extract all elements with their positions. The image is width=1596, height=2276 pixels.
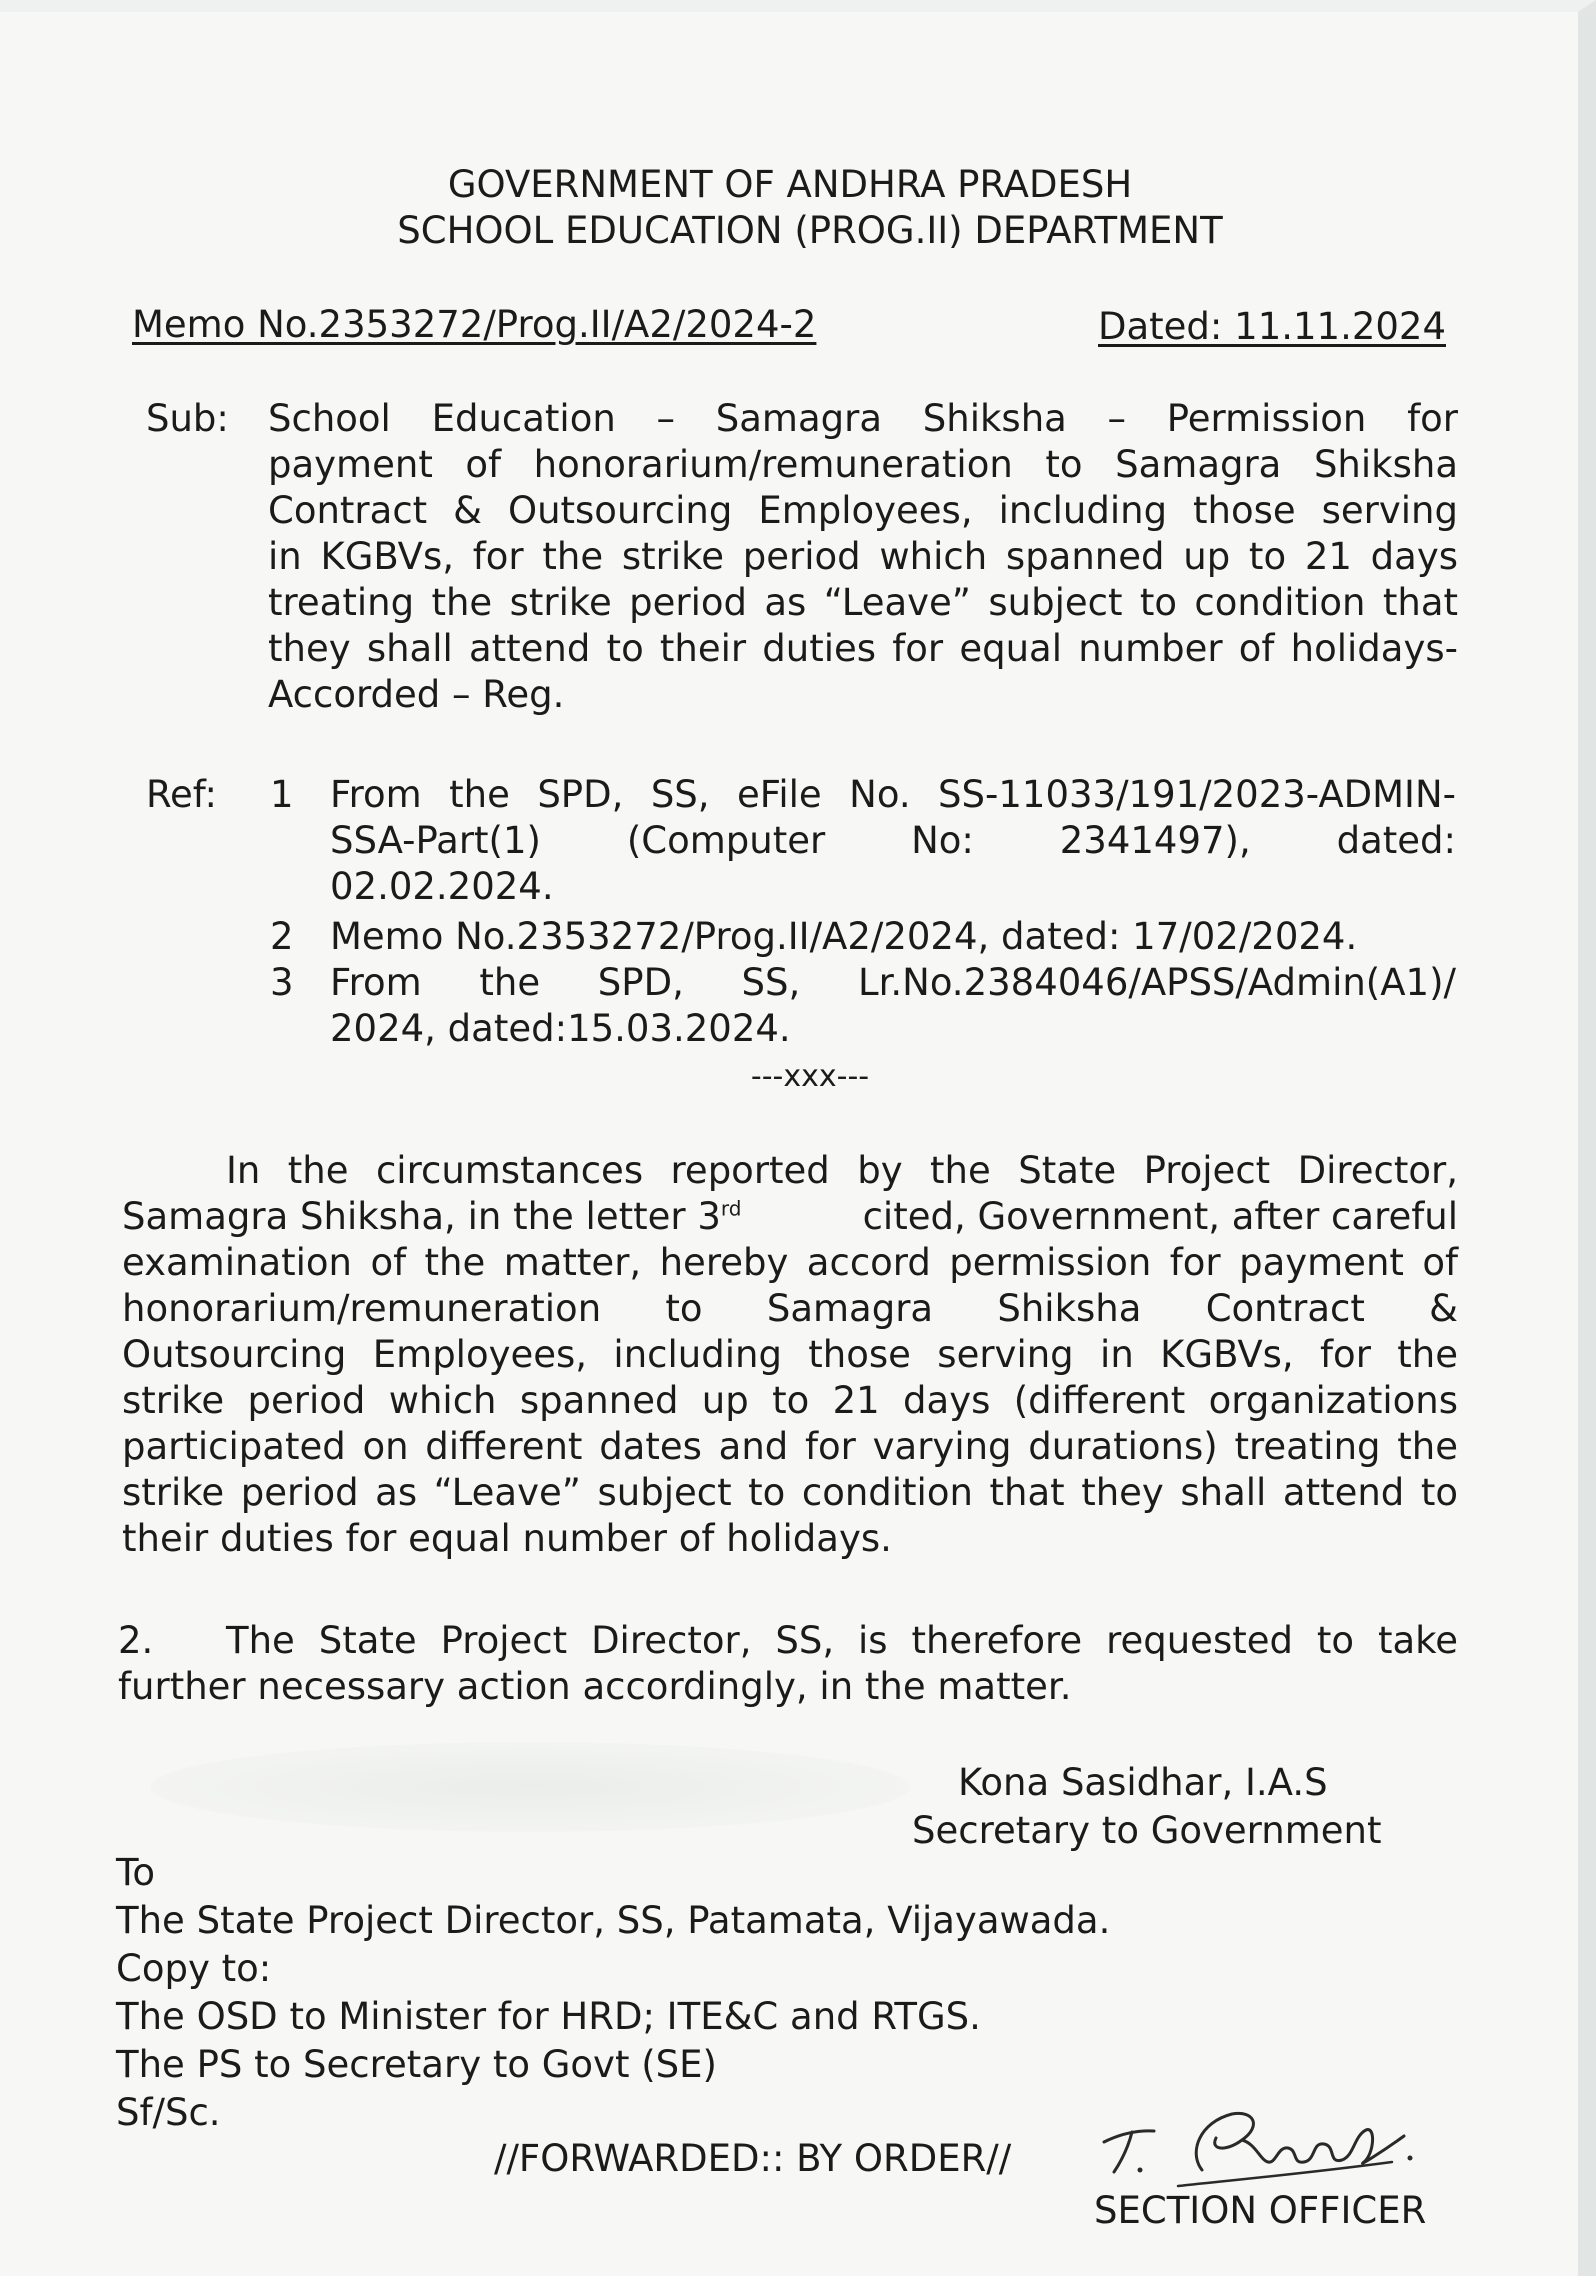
copy-recipient: Sf/Sc. <box>116 2091 221 2134</box>
subject-line: payment of honorarium/remuneration to Samagra Shiksha <box>268 443 1458 486</box>
department-subheading: SCHOOL EDUCATION (PROG.II) DEPARTMENT <box>397 209 1223 252</box>
reference-line: 2024, dated:15.03.2024. <box>330 1007 791 1050</box>
section-officer: SECTION OFFICER <box>1094 2189 1427 2232</box>
reference-number: 2 <box>270 915 294 958</box>
paragraph-number: 2. <box>118 1619 154 1662</box>
reference-number: 1 <box>270 773 294 816</box>
blurred-area <box>150 1742 910 1832</box>
body-paragraph-line <box>122 1194 1458 1240</box>
copy-recipient: The OSD to Minister for HRD; ITE&C and RTGS. <box>116 1995 981 2038</box>
ordinal-suffix: rd <box>720 1196 742 1221</box>
subject-line: treating the strike period as “Leave” subject to condition that <box>268 581 1458 624</box>
body-paragraph-line: honorarium/remuneration to Samagra Shiksha Contract & <box>122 1287 1458 1330</box>
memo-number: Memo No.2353272/Prog.II/A2/2024-2 <box>132 303 817 346</box>
reference-line: From the SPD, SS, eFile No. SS-11033/191/2023-ADMIN- <box>330 773 1456 816</box>
subject-line: Contract & Outsourcing Employees, including those serving <box>268 489 1458 532</box>
reference-line: From the SPD, SS, Lr.No.2384046/APSS/Admin(A1)/ <box>330 961 1456 1004</box>
forwarded-by-order: //FORWARDED:: BY ORDER// <box>494 2137 1012 2180</box>
body-paragraph-line: participated on different dates and for varying durations) treating the <box>122 1425 1458 1468</box>
reference-label: Ref: <box>146 773 217 816</box>
reference-number: 3 <box>270 961 294 1004</box>
reference-line: 02.02.2024. <box>330 865 554 908</box>
subject-line: in KGBVs, for the strike period which spanned up to 21 days <box>268 535 1458 578</box>
copy-to-label: Copy to: <box>116 1947 272 1990</box>
body-paragraph-line: strike period which spanned up to 21 days (different organizations <box>122 1379 1458 1422</box>
body-paragraph-line: The State Project Director, SS, is therefore requested to take <box>226 1619 1458 1662</box>
subject-label: Sub: <box>146 397 229 440</box>
memo-date: Dated: 11.11.2024 <box>1098 305 1446 348</box>
body-paragraph-line: further necessary action accordingly, in the matter. <box>118 1665 1072 1708</box>
body-text-segment: cited, Government, after careful <box>862 1195 1458 1238</box>
signatory-name: Kona Sasidhar, I.A.S <box>958 1761 1328 1804</box>
copy-recipient: The PS to Secretary to Govt (SE) <box>116 2043 717 2086</box>
addressee: The State Project Director, SS, Patamata, Vijayawada. <box>116 1899 1111 1942</box>
signatory-title: Secretary to Government <box>912 1809 1382 1852</box>
department-heading: GOVERNMENT OF ANDHRA PRADESH <box>447 163 1133 206</box>
body-paragraph-line: Outsourcing Employees, including those serving in KGBVs, for the <box>122 1333 1458 1376</box>
to-label: To <box>116 1851 155 1894</box>
reference-separator: ---xxx--- <box>750 1059 870 1094</box>
body-paragraph-line: their duties for equal number of holidays. <box>122 1517 892 1560</box>
reference-line: Memo No.2353272/Prog.II/A2/2024, dated: 17/02/2024. <box>330 915 1358 958</box>
subject-line: Accorded – Reg. <box>268 673 565 716</box>
body-paragraph-line: In the circumstances reported by the State Project Director, <box>226 1149 1458 1192</box>
reference-line: SSA-Part(1) (Computer No: 2341497), dated: <box>330 819 1456 862</box>
subject-line: School Education – Samagra Shiksha – Permission for <box>268 397 1458 440</box>
body-text-segment: Samagra Shiksha, in the letter 3rd <box>122 1195 742 1238</box>
handwritten-signature <box>1092 2100 1422 2200</box>
subject-line: they shall attend to their duties for equal number of holidays- <box>268 627 1458 670</box>
body-paragraph-line: strike period as “Leave” subject to condition that they shall attend to <box>122 1471 1458 1514</box>
body-paragraph-line: examination of the matter, hereby accord permission for payment of <box>122 1241 1458 1284</box>
